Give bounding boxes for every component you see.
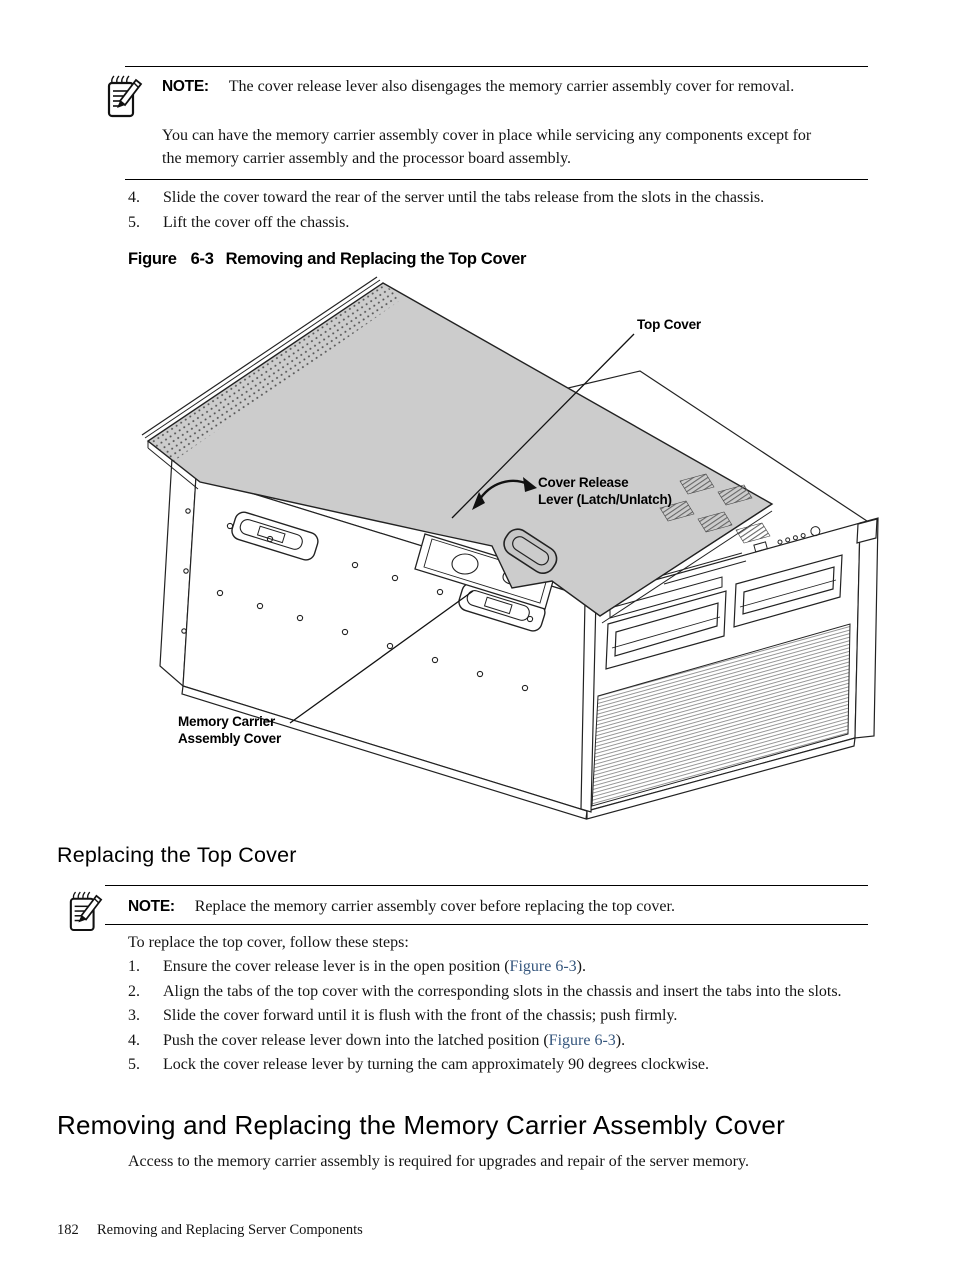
list-item <box>128 1054 843 1077</box>
note1-para2: You can have the memory carrier assembly cover in place while servicing any components except for the memory carrier assembly and the processor board assembly. <box>162 127 812 167</box>
figure-illustration <box>140 276 880 827</box>
step-text <box>163 956 843 979</box>
figure-caption-label: Figure <box>128 250 177 268</box>
section-heading-memory-carrier: Removing and Replacing the Memory Carrier Assembly Cover <box>57 1110 785 1140</box>
memory-carrier-body: Access to the memory carrier assembly is required for upgrades and repair of the server memory. <box>128 1153 749 1170</box>
step-number: 5. <box>128 213 140 231</box>
step-text <box>163 1030 843 1053</box>
page-number: 182 <box>57 1222 79 1238</box>
figure-caption-title: Removing and Replacing the Top Cover <box>225 250 527 268</box>
note1-top-rule <box>125 66 868 67</box>
cover-release-label-line2: Lever (Latch/Unlatch) <box>538 492 672 507</box>
list-item <box>128 981 843 1004</box>
list-item <box>128 956 843 979</box>
note1-bottom-rule <box>125 179 868 180</box>
step-text-pre: Ensure the cover release lever is in the open position ( <box>163 958 510 975</box>
step-text: Lift the cover off the chassis. <box>163 213 350 231</box>
note2-label: NOTE: <box>128 898 175 915</box>
note1-body <box>162 76 822 99</box>
step-text: Slide the cover forward until it is flush with the front of the chassis; push firmly. <box>163 1007 678 1024</box>
step-number: 5. <box>128 1056 140 1073</box>
figure-6-3-link[interactable]: Figure 6-3 <box>509 958 577 975</box>
step-number: 4. <box>128 1031 140 1049</box>
step-text-pre: Push the cover release lever down into the latched position ( <box>163 1031 549 1049</box>
list-item <box>128 187 873 210</box>
footer-text: Removing and Replacing Server Components <box>97 1222 363 1238</box>
note2-text: Replace the memory carrier assembly cover before replacing the top cover. <box>194 898 675 915</box>
step-number: 1. <box>128 958 140 975</box>
note2-top-rule <box>105 885 868 886</box>
list-item <box>128 1030 843 1053</box>
note2-bottom-rule <box>105 924 868 925</box>
step-text: Align the tabs of the top cover with the corresponding slots in the chassis and insert the tabs into the slots. <box>163 982 842 1000</box>
step-number: 3. <box>128 1007 140 1024</box>
step-text-post: ). <box>615 1031 626 1049</box>
removal-steps-list <box>128 187 873 234</box>
figure-caption-number: 6-3 <box>190 250 214 268</box>
figure-6-3-link[interactable]: Figure 6-3 <box>548 1031 616 1049</box>
step-text-post: ). <box>576 958 586 975</box>
replacing-steps-list <box>128 956 843 1077</box>
note1-text: The cover release lever also disengages the memory carrier assembly cover for removal. <box>228 78 795 95</box>
memory-carrier-label-line2: Assembly Cover <box>178 731 281 746</box>
section-heading-replacing-top-cover: Replacing the Top Cover <box>57 843 297 867</box>
memory-carrier-label-line1: Memory Carrier <box>178 714 275 729</box>
list-item <box>128 1005 843 1028</box>
note2-body <box>128 896 858 919</box>
note-icon <box>68 890 104 939</box>
cover-release-label-line1: Cover Release <box>538 475 629 490</box>
step-number: 2. <box>128 982 140 1000</box>
step-text: Lock the cover release lever by turning the cam approximately 90 degrees clockwise. <box>163 1056 709 1073</box>
figure-caption <box>128 250 526 269</box>
note1-label: NOTE: <box>162 78 209 95</box>
note-icon <box>106 74 144 125</box>
step-number: 4. <box>128 189 140 206</box>
top-cover-label: Top Cover <box>637 317 701 332</box>
step-text: Slide the cover toward the rear of the server until the tabs release from the slots in the chassis. <box>163 189 765 206</box>
replacing-intro: To replace the top cover, follow these steps: <box>128 934 409 951</box>
list-item <box>128 212 873 235</box>
